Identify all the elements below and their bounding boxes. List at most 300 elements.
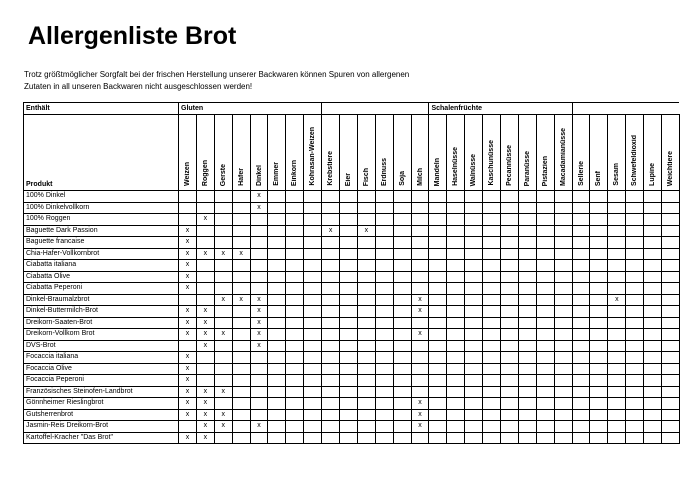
allergen-cell bbox=[429, 398, 447, 410]
allergen-cell bbox=[322, 421, 340, 433]
allergen-cell bbox=[572, 271, 590, 283]
column-header-row bbox=[24, 115, 680, 191]
allergen-cell bbox=[465, 398, 483, 410]
allergen-cell bbox=[662, 248, 680, 260]
allergen-cell bbox=[411, 352, 429, 364]
allergen-cell bbox=[232, 398, 250, 410]
allergen-cell bbox=[590, 363, 608, 375]
allergen-cell bbox=[662, 214, 680, 226]
allergen-cell bbox=[518, 386, 536, 398]
allergen-cell bbox=[608, 363, 626, 375]
allergen-cell bbox=[590, 317, 608, 329]
allergen-cell bbox=[250, 363, 268, 375]
allergen-cell: x bbox=[232, 294, 250, 306]
allergen-cell bbox=[572, 409, 590, 421]
allergen-cell bbox=[393, 329, 411, 341]
column-header-label: Kaschunüsse bbox=[488, 140, 496, 186]
allergen-cell bbox=[214, 271, 232, 283]
allergen-cell: x bbox=[179, 283, 197, 295]
allergen-cell bbox=[357, 202, 375, 214]
allergen-cell bbox=[411, 283, 429, 295]
allergen-cell bbox=[536, 409, 554, 421]
allergen-cell: x bbox=[411, 329, 429, 341]
allergen-cell bbox=[483, 329, 501, 341]
allergen-cell bbox=[214, 317, 232, 329]
allergen-cell bbox=[375, 386, 393, 398]
column-header-label: Sesam bbox=[613, 163, 621, 186]
allergen-cell bbox=[340, 398, 358, 410]
allergen-cell bbox=[536, 283, 554, 295]
column-header-7 bbox=[304, 115, 322, 191]
allergen-cell bbox=[483, 202, 501, 214]
allergen-cell bbox=[304, 375, 322, 387]
allergen-cell bbox=[196, 191, 214, 203]
table-row bbox=[24, 352, 680, 364]
allergen-cell bbox=[429, 340, 447, 352]
column-header-27 bbox=[662, 115, 680, 191]
allergen-cell bbox=[340, 352, 358, 364]
column-header-26 bbox=[644, 115, 662, 191]
allergen-cell bbox=[429, 202, 447, 214]
allergen-cell: x bbox=[179, 317, 197, 329]
allergen-cell bbox=[357, 352, 375, 364]
allergen-cell bbox=[572, 237, 590, 249]
allergen-cell bbox=[357, 363, 375, 375]
allergen-cell bbox=[465, 225, 483, 237]
column-header-11 bbox=[375, 115, 393, 191]
allergen-cell bbox=[268, 375, 286, 387]
allergen-cell bbox=[501, 398, 519, 410]
allergen-cell bbox=[465, 340, 483, 352]
allergen-cell bbox=[179, 340, 197, 352]
allergen-cell bbox=[518, 329, 536, 341]
allergen-cell bbox=[214, 202, 232, 214]
allergen-cell bbox=[393, 283, 411, 295]
allergen-cell bbox=[286, 398, 304, 410]
allergen-cell bbox=[429, 225, 447, 237]
allergen-cell bbox=[286, 329, 304, 341]
allergen-cell bbox=[375, 248, 393, 260]
allergen-cell bbox=[286, 202, 304, 214]
allergen-cell bbox=[662, 237, 680, 249]
allergen-cell bbox=[501, 317, 519, 329]
allergen-cell bbox=[518, 260, 536, 272]
allergen-cell bbox=[554, 283, 572, 295]
allergen-cell bbox=[375, 214, 393, 226]
allergen-cell bbox=[322, 214, 340, 226]
allergen-cell bbox=[626, 214, 644, 226]
allergen-cell bbox=[268, 352, 286, 364]
allergen-cell bbox=[268, 283, 286, 295]
allergen-cell bbox=[304, 386, 322, 398]
allergen-cell bbox=[644, 225, 662, 237]
allergen-cell bbox=[232, 214, 250, 226]
allergen-cell bbox=[518, 225, 536, 237]
column-header-0 bbox=[179, 115, 197, 191]
allergen-cell: x bbox=[196, 329, 214, 341]
allergen-cell bbox=[554, 237, 572, 249]
allergen-cell bbox=[662, 363, 680, 375]
allergen-cell bbox=[429, 294, 447, 306]
allergen-cell bbox=[393, 271, 411, 283]
allergen-cell bbox=[465, 409, 483, 421]
allergen-cell bbox=[536, 352, 554, 364]
allergen-cell bbox=[554, 225, 572, 237]
allergen-cell bbox=[608, 306, 626, 318]
allergen-cell bbox=[572, 214, 590, 226]
allergen-cell bbox=[232, 363, 250, 375]
allergen-cell bbox=[465, 375, 483, 387]
allergen-cell bbox=[322, 271, 340, 283]
allergen-cell bbox=[340, 294, 358, 306]
column-header-label: Sellerie bbox=[577, 161, 585, 186]
allergen-cell bbox=[644, 421, 662, 433]
allergen-cell bbox=[626, 317, 644, 329]
allergen-cell bbox=[554, 329, 572, 341]
column-header-4 bbox=[250, 115, 268, 191]
allergen-cell bbox=[536, 421, 554, 433]
allergen-cell bbox=[447, 260, 465, 272]
allergen-cell bbox=[322, 294, 340, 306]
allergen-cell bbox=[429, 271, 447, 283]
group-enthaelt: Enthält bbox=[24, 103, 179, 115]
allergen-cell bbox=[465, 248, 483, 260]
allergen-cell bbox=[554, 432, 572, 444]
allergen-cell bbox=[465, 306, 483, 318]
allergen-cell bbox=[268, 421, 286, 433]
allergen-cell bbox=[447, 202, 465, 214]
allergen-cell bbox=[608, 421, 626, 433]
column-header-label: Weichtiere bbox=[666, 150, 674, 186]
allergen-cell bbox=[375, 294, 393, 306]
column-header-16 bbox=[465, 115, 483, 191]
allergen-cell bbox=[536, 237, 554, 249]
allergen-cell bbox=[357, 421, 375, 433]
allergen-cell bbox=[304, 191, 322, 203]
table-row bbox=[24, 432, 680, 444]
allergen-cell bbox=[501, 294, 519, 306]
allergen-cell bbox=[357, 260, 375, 272]
allergen-cell bbox=[626, 409, 644, 421]
allergen-cell bbox=[518, 363, 536, 375]
allergen-cell bbox=[304, 248, 322, 260]
allergen-cell bbox=[268, 329, 286, 341]
allergen-cell bbox=[554, 214, 572, 226]
allergen-cell bbox=[626, 363, 644, 375]
allergen-cell bbox=[393, 340, 411, 352]
allergen-cell bbox=[304, 317, 322, 329]
allergen-cell bbox=[340, 375, 358, 387]
allergen-cell bbox=[322, 340, 340, 352]
allergen-cell bbox=[536, 225, 554, 237]
allergen-cell bbox=[626, 294, 644, 306]
allergen-cell bbox=[662, 260, 680, 272]
allergen-cell bbox=[662, 398, 680, 410]
allergen-cell bbox=[214, 398, 232, 410]
allergen-cell bbox=[304, 202, 322, 214]
allergen-cell bbox=[465, 237, 483, 249]
column-header-label: Eier bbox=[344, 172, 352, 186]
allergen-cell bbox=[286, 386, 304, 398]
allergen-cell bbox=[232, 329, 250, 341]
allergen-cell bbox=[644, 352, 662, 364]
allergen-cell bbox=[501, 191, 519, 203]
allergen-cell bbox=[626, 260, 644, 272]
allergen-cell bbox=[483, 306, 501, 318]
allergen-cell bbox=[608, 248, 626, 260]
column-header-label: Kohrasan-Weizen bbox=[309, 127, 317, 186]
allergen-cell bbox=[518, 306, 536, 318]
column-header-label: Senf bbox=[595, 170, 603, 186]
allergen-cell bbox=[465, 214, 483, 226]
allergen-cell bbox=[447, 398, 465, 410]
allergen-cell bbox=[465, 363, 483, 375]
allergen-cell bbox=[554, 352, 572, 364]
allergen-cell bbox=[196, 260, 214, 272]
allergen-cell bbox=[501, 214, 519, 226]
column-header-20 bbox=[536, 115, 554, 191]
allergen-cell bbox=[268, 386, 286, 398]
column-header-label: Emmer bbox=[273, 162, 281, 186]
product-name: Focaccia Peperoni bbox=[24, 375, 179, 387]
allergen-cell bbox=[662, 191, 680, 203]
allergen-cell bbox=[483, 260, 501, 272]
allergen-cell bbox=[501, 248, 519, 260]
product-name: 100% Dinkel bbox=[24, 191, 179, 203]
allergen-cell bbox=[501, 432, 519, 444]
column-header-label: Weizen bbox=[183, 162, 191, 186]
allergen-cell bbox=[626, 329, 644, 341]
allergen-cell bbox=[483, 375, 501, 387]
allergen-cell bbox=[250, 271, 268, 283]
allergen-cell: x bbox=[179, 225, 197, 237]
group-schalenfruechte: Schalenfrüchte bbox=[429, 103, 572, 115]
allergen-cell bbox=[340, 214, 358, 226]
allergen-cell bbox=[411, 375, 429, 387]
allergen-cell bbox=[465, 329, 483, 341]
allergen-cell bbox=[179, 202, 197, 214]
allergen-cell: x bbox=[179, 260, 197, 272]
allergen-cell bbox=[357, 329, 375, 341]
allergen-cell bbox=[357, 283, 375, 295]
allergen-cell bbox=[286, 352, 304, 364]
allergen-cell bbox=[322, 352, 340, 364]
column-header-1 bbox=[196, 115, 214, 191]
allergen-cell bbox=[375, 432, 393, 444]
allergen-cell bbox=[554, 260, 572, 272]
column-header-9 bbox=[340, 115, 358, 191]
product-name: Dinkel-Buttermilch-Brot bbox=[24, 306, 179, 318]
allergen-cell bbox=[268, 294, 286, 306]
allergen-cell bbox=[322, 283, 340, 295]
allergen-cell: x bbox=[214, 248, 232, 260]
allergen-cell bbox=[465, 294, 483, 306]
allergen-cell bbox=[429, 237, 447, 249]
allergen-cell bbox=[518, 375, 536, 387]
allergen-cell bbox=[483, 283, 501, 295]
allergen-cell bbox=[393, 214, 411, 226]
allergen-cell bbox=[536, 214, 554, 226]
allergen-cell bbox=[357, 271, 375, 283]
allergen-cell bbox=[375, 271, 393, 283]
allergen-cell bbox=[590, 421, 608, 433]
column-header-12 bbox=[393, 115, 411, 191]
allergen-cell bbox=[501, 329, 519, 341]
allergen-cell bbox=[232, 225, 250, 237]
allergen-cell bbox=[232, 260, 250, 272]
allergen-cell bbox=[232, 432, 250, 444]
allergen-cell bbox=[590, 329, 608, 341]
allergen-cell bbox=[572, 421, 590, 433]
allergen-cell bbox=[572, 329, 590, 341]
allergen-cell bbox=[196, 202, 214, 214]
allergen-cell bbox=[340, 191, 358, 203]
allergen-cell: x bbox=[179, 237, 197, 249]
allergen-cell: x bbox=[411, 421, 429, 433]
allergen-cell bbox=[268, 260, 286, 272]
allergen-cell bbox=[429, 306, 447, 318]
allergen-cell bbox=[411, 340, 429, 352]
allergen-cell: x bbox=[608, 294, 626, 306]
product-name: Jasmin-Reis Dreikorn-Brot bbox=[24, 421, 179, 433]
allergen-cell bbox=[501, 340, 519, 352]
allergen-cell bbox=[626, 271, 644, 283]
allergen-cell bbox=[501, 225, 519, 237]
allergen-cell bbox=[518, 248, 536, 260]
allergen-cell bbox=[483, 225, 501, 237]
allergen-cell bbox=[340, 306, 358, 318]
allergen-cell bbox=[304, 294, 322, 306]
allergen-cell bbox=[608, 432, 626, 444]
allergen-cell bbox=[536, 329, 554, 341]
allergen-cell bbox=[572, 317, 590, 329]
column-header-label: Mandeln bbox=[434, 157, 442, 186]
allergen-cell bbox=[447, 386, 465, 398]
allergen-cell: x bbox=[250, 317, 268, 329]
allergen-cell bbox=[375, 363, 393, 375]
allergen-cell bbox=[501, 202, 519, 214]
allergen-cell bbox=[250, 398, 268, 410]
allergen-cell bbox=[250, 409, 268, 421]
allergen-cell bbox=[250, 432, 268, 444]
allergen-cell bbox=[501, 386, 519, 398]
group-gluten: Gluten bbox=[179, 103, 322, 115]
allergen-cell: x bbox=[250, 329, 268, 341]
allergen-cell: x bbox=[411, 306, 429, 318]
allergen-cell bbox=[232, 409, 250, 421]
allergen-cell bbox=[429, 329, 447, 341]
allergen-cell bbox=[626, 352, 644, 364]
allergen-cell bbox=[483, 432, 501, 444]
allergen-cell bbox=[626, 237, 644, 249]
column-header-23 bbox=[590, 115, 608, 191]
table-row bbox=[24, 421, 680, 433]
allergen-cell: x bbox=[179, 363, 197, 375]
allergen-cell bbox=[214, 191, 232, 203]
table-row bbox=[24, 386, 680, 398]
allergen-cell bbox=[393, 386, 411, 398]
allergen-cell bbox=[483, 237, 501, 249]
allergen-cell bbox=[429, 260, 447, 272]
allergen-cell bbox=[357, 317, 375, 329]
product-name: Chia-Hafer-Vollkornbrot bbox=[24, 248, 179, 260]
allergen-cell bbox=[572, 375, 590, 387]
page-title: Allergenliste Brot bbox=[28, 22, 237, 50]
product-name: 100% Roggen bbox=[24, 214, 179, 226]
allergen-cell bbox=[608, 375, 626, 387]
allergen-cell bbox=[662, 294, 680, 306]
allergen-cell bbox=[340, 317, 358, 329]
allergen-cell bbox=[554, 248, 572, 260]
allergen-cell bbox=[572, 294, 590, 306]
allergen-cell bbox=[465, 352, 483, 364]
allergen-cell: x bbox=[322, 225, 340, 237]
table-row bbox=[24, 283, 680, 295]
allergen-cell bbox=[196, 237, 214, 249]
allergen-cell bbox=[286, 294, 304, 306]
table-row bbox=[24, 260, 680, 272]
allergen-cell bbox=[322, 248, 340, 260]
allergen-cell bbox=[590, 432, 608, 444]
allergen-cell bbox=[536, 375, 554, 387]
allergen-cell: x bbox=[357, 225, 375, 237]
allergen-cell bbox=[608, 409, 626, 421]
allergen-cell bbox=[429, 375, 447, 387]
allergen-cell bbox=[429, 386, 447, 398]
allergen-cell bbox=[393, 421, 411, 433]
allergen-cell: x bbox=[250, 340, 268, 352]
allergen-cell bbox=[590, 260, 608, 272]
allergen-cell bbox=[375, 306, 393, 318]
column-header-label: Gerste bbox=[219, 163, 227, 186]
table-row bbox=[24, 375, 680, 387]
allergen-cell bbox=[375, 237, 393, 249]
allergen-cell bbox=[590, 214, 608, 226]
allergen-cell bbox=[286, 317, 304, 329]
allergen-cell bbox=[196, 283, 214, 295]
allergen-cell bbox=[340, 260, 358, 272]
allergen-cell bbox=[590, 375, 608, 387]
allergen-cell bbox=[465, 191, 483, 203]
allergen-cell bbox=[286, 191, 304, 203]
allergen-cell: x bbox=[179, 398, 197, 410]
allergen-cell bbox=[447, 306, 465, 318]
allergen-cell bbox=[340, 283, 358, 295]
allergen-cell bbox=[250, 248, 268, 260]
allergen-cell bbox=[518, 398, 536, 410]
allergen-cell bbox=[411, 214, 429, 226]
allergen-cell bbox=[304, 432, 322, 444]
allergen-cell bbox=[268, 191, 286, 203]
allergen-cell bbox=[375, 340, 393, 352]
allergen-cell bbox=[411, 248, 429, 260]
allergen-cell bbox=[483, 421, 501, 433]
allergen-cell bbox=[214, 214, 232, 226]
allergen-cell: x bbox=[214, 421, 232, 433]
allergen-cell bbox=[662, 225, 680, 237]
allergen-cell bbox=[340, 329, 358, 341]
allergen-cell bbox=[626, 191, 644, 203]
allergen-cell bbox=[375, 409, 393, 421]
allergen-cell bbox=[447, 352, 465, 364]
allergen-cell bbox=[250, 237, 268, 249]
allergen-cell bbox=[196, 225, 214, 237]
allergen-cell bbox=[662, 283, 680, 295]
allergen-cell bbox=[357, 191, 375, 203]
allergen-cell bbox=[196, 271, 214, 283]
allergen-cell bbox=[536, 306, 554, 318]
allergen-cell bbox=[411, 191, 429, 203]
